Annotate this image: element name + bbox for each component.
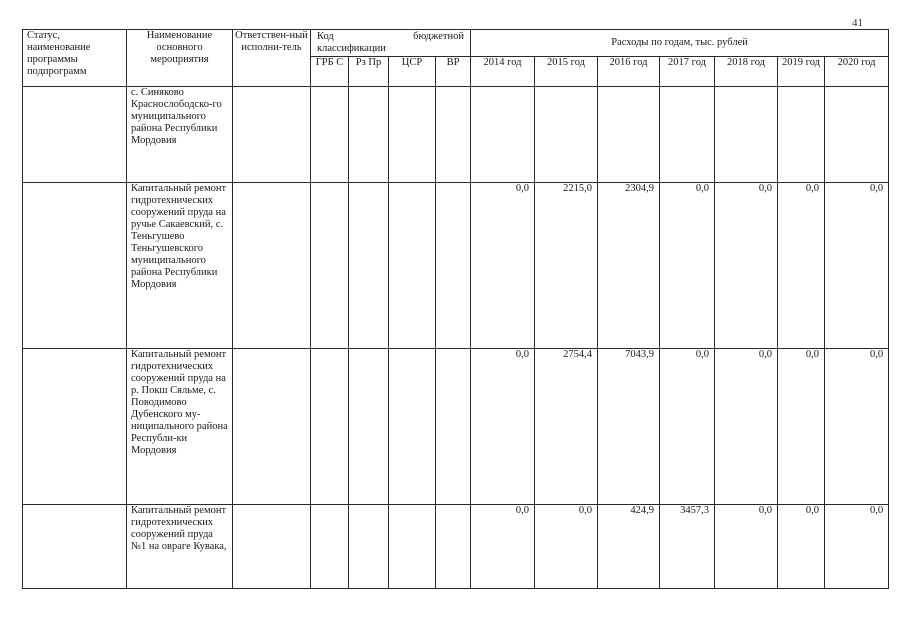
status-cell <box>23 87 127 183</box>
header-year-2019: 2019 год <box>778 57 825 87</box>
grbs-cell <box>311 505 349 589</box>
header-year-2018: 2018 год <box>715 57 778 87</box>
header-rzpr: Рз Пр <box>349 57 389 87</box>
value-2018: 0,0 <box>715 505 778 589</box>
header-vr: ВР <box>436 57 471 87</box>
executor-cell <box>233 87 311 183</box>
grbs-cell <box>311 87 349 183</box>
grbs-cell <box>311 183 349 349</box>
grbs-cell <box>311 349 349 505</box>
page-number: 41 <box>852 17 863 29</box>
header-year-2014: 2014 год <box>471 57 535 87</box>
header-expenses: Расходы по годам, тыс. рублей <box>471 30 889 57</box>
vr-cell <box>436 505 471 589</box>
status-cell <box>23 183 127 349</box>
header-name: Наименование основного мероприятия <box>127 30 233 87</box>
value-2020 <box>825 87 889 183</box>
header-code-right: бюджетной <box>413 31 465 42</box>
value-2020: 0,0 <box>825 183 889 349</box>
value-2015: 0,0 <box>535 505 598 589</box>
vr-cell <box>436 183 471 349</box>
value-2017: 3457,3 <box>660 505 715 589</box>
value-2014: 0,0 <box>471 505 535 589</box>
rzpr-cell <box>349 183 389 349</box>
value-2017: 0,0 <box>660 183 715 349</box>
measure-name: Капитальный ремонт гидротехнических сооружений пруда на ручье Сакаевский, с. Теньгушево Теньгушевского муниципального района Республики Мордовия <box>127 183 233 349</box>
csr-cell <box>389 183 436 349</box>
vr-cell <box>436 349 471 505</box>
value-2014 <box>471 87 535 183</box>
value-2018: 0,0 <box>715 183 778 349</box>
table-row <box>23 87 889 183</box>
value-2015 <box>535 87 598 183</box>
header-executor: Ответствен-ный исполни-тель <box>233 30 311 87</box>
value-2019: 0,0 <box>778 505 825 589</box>
value-2014: 0,0 <box>471 183 535 349</box>
value-2016 <box>598 87 660 183</box>
csr-cell <box>389 505 436 589</box>
header-year-2016: 2016 год <box>598 57 660 87</box>
header-code-line2: классификации <box>317 43 386 54</box>
header-status: Статус, наименование программы подпрограмм <box>23 30 127 87</box>
value-2015: 2754,4 <box>535 349 598 505</box>
value-2014: 0,0 <box>471 349 535 505</box>
table-row <box>23 349 889 505</box>
measure-name: Капитальный ремонт гидротехнических сооружений пруда на р. Покш Сяльме, с. Поводимово Дубенского му-ниципального района Республи-ки Мордовия <box>127 349 233 505</box>
executor-cell <box>233 505 311 589</box>
value-2020: 0,0 <box>825 349 889 505</box>
table-row <box>23 505 889 589</box>
header-year-2015: 2015 год <box>535 57 598 87</box>
value-2019: 0,0 <box>778 349 825 505</box>
status-cell <box>23 349 127 505</box>
value-2016: 7043,9 <box>598 349 660 505</box>
budget-table <box>22 29 889 589</box>
value-2016: 2304,9 <box>598 183 660 349</box>
header-csr: ЦСР <box>389 57 436 87</box>
value-2015: 2215,0 <box>535 183 598 349</box>
value-2018: 0,0 <box>715 349 778 505</box>
executor-cell <box>233 183 311 349</box>
value-2016: 424,9 <box>598 505 660 589</box>
header-code-left: Код <box>317 31 334 42</box>
status-cell <box>23 505 127 589</box>
value-2019 <box>778 87 825 183</box>
value-2017 <box>660 87 715 183</box>
measure-name: Капитальный ремонт гидротехнических сооружений пруда №1 на овраге Кувака, <box>127 505 233 589</box>
measure-name: с. Синяково Краснослободско-го муниципального района Республики Мордовия <box>127 87 233 183</box>
header-year-2020: 2020 год <box>825 57 889 87</box>
header-year-2017: 2017 год <box>660 57 715 87</box>
table-row <box>23 183 889 349</box>
value-2018 <box>715 87 778 183</box>
csr-cell <box>389 87 436 183</box>
executor-cell <box>233 349 311 505</box>
header-budget-code <box>311 30 471 57</box>
value-2017: 0,0 <box>660 349 715 505</box>
header-grbs: ГРБ С <box>311 57 349 87</box>
rzpr-cell <box>349 87 389 183</box>
rzpr-cell <box>349 505 389 589</box>
vr-cell <box>436 87 471 183</box>
rzpr-cell <box>349 349 389 505</box>
value-2019: 0,0 <box>778 183 825 349</box>
value-2020: 0,0 <box>825 505 889 589</box>
csr-cell <box>389 349 436 505</box>
